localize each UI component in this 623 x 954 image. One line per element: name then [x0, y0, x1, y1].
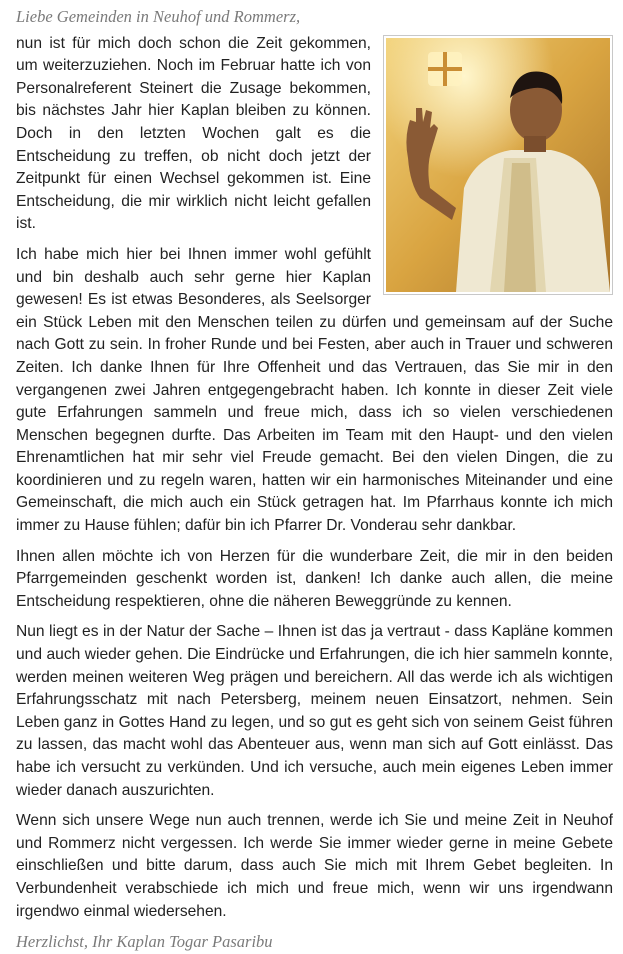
priest-photo-image — [386, 38, 610, 292]
closing-signature: Herzlichst, Ihr Kaplan Togar Pasaribu — [16, 932, 273, 952]
salutation: Liebe Gemeinden in Neuhof und Rommerz, — [16, 7, 301, 26]
paragraph: Ihnen allen möchte ich von Herzen für die wunderbare Zeit, die mir in den beiden Pfarrgemeinden geschenkt worden ist, danken! Ich danke auch allen, die meine Entscheidung respektieren, ohne die näheren Beweggründe zu kennen. — [16, 547, 613, 610]
paragraph: nun ist für mich doch schon die Zeit gekommen, um weiterzuziehen. Noch im Februar hatte ich von Personalreferent Steinert die Zusage bekommen, bis nächstes Jahr hier Kaplan bleiben zu können. Doch in den letzten Wochen galt es die Entscheidung zu treffen, ob nicht doch jetzt der Zeitpunkt für einen Wechsel gekommen ist. Eine Entscheidung, die mir wirklich nicht leicht gefallen ist. — [16, 34, 371, 233]
paragraph: Ich habe mich hier bei Ihnen immer wohl gefühlt und bin deshalb auch sehr gerne hier Kaplan gewesen! Es ist etwas Besonderes, als Seelsorger ein Stück Leben mit den Menschen teilen zu dürfen und gemeinsam auf der Suche nach Gott zu sein. In froher Runde und bei Festen, aber auch in Trauer und schweren Zeiten. Ich danke Ihnen für Ihre Offenheit und das Vertrauen, das Sie mir in den vergangenen zwei Jahren entgegengebracht haben. Ich konnte in dieser Zeit viele gute Erfahrungen sammeln und freue mich, dass ich so vielen verschiedenen Menschen begegnen durfte. Das Arbeiten im Team mit den Haupt- und den vielen Ehrenamtlichen hat mir sehr viel Freude gemacht. Bei den vielen Dingen, die zu koordinieren und zu regeln waren, hatten wir ein harmonisches Miteinander und eine Gemeinschaft, die mich auch ein Stück getragen hat. Im Pfarrhaus konnte ich mich immer zu Hause fühlen; dafür bin ich Pfarrer Dr. Vonderau sehr dankbar. — [16, 245, 613, 535]
paragraph: Wenn sich unsere Wege nun auch trennen, werde ich Sie und meine Zeit in Neuhof und Rommerz nicht vergessen. Ich werde Sie immer wieder gerne in meine Gebete einschließen und bitte darum, dass auch Sie mich mit Ihrem Gebet begleiten. In Verbundenheit verabschiede ich mich und freue mich, wenn wir uns irgendwann irgendwo einmal wiedersehen. — [16, 812, 613, 920]
paragraph: Nun liegt es in der Natur der Sache – Ihnen ist das ja vertraut - dass Kapläne kommen und auch wieder gehen. Die Eindrücke und Erfahrungen, die ich hier sammeln konnte, werden meinen weiteren Weg prägen und bereichern. All das werde ich als wichtigen Erfahrungsschatz mit nach Petersberg, meinem neuen Einsatzort, nehmen. Sein Leben ganz in Gottes Hand zu legen, und so gut es geht sich von seinem Geist führen zu lassen, das macht wohl das Abenteuer aus, wenn man sich auf Gott einlässt. Das habe ich versucht zu verkünden. Und ich versuche, auch mein eigenes Leben immer wieder danach auszurichten. — [16, 623, 613, 799]
priest-photo — [383, 35, 613, 295]
